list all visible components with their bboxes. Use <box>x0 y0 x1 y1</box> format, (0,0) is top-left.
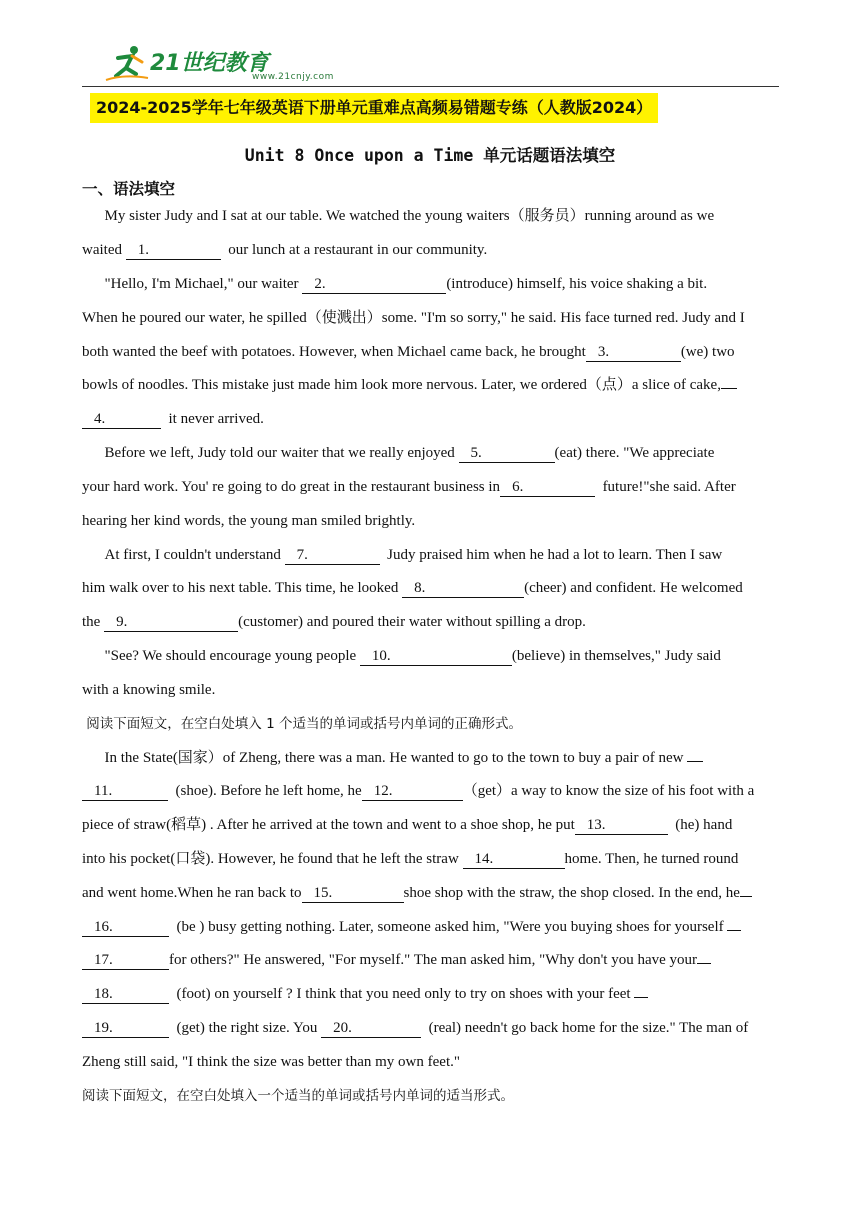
text-run: (be ) busy getting nothing. Later, someone asked him, "Were you buying shoes for yourself <box>169 919 728 935</box>
text-line <box>82 375 779 395</box>
text-run: In the State(国家）of Zheng, there was a man. He wanted to go to the town to buy a pair of new <box>82 750 688 766</box>
text-line <box>82 308 779 328</box>
text-run: (believe) in themselves," Judy said <box>511 648 721 664</box>
answer-blank[interactable]: 20. <box>321 1020 421 1038</box>
text-line <box>82 206 779 226</box>
answer-blank[interactable] <box>634 997 648 998</box>
text-line <box>82 950 779 970</box>
text-line <box>82 545 779 565</box>
logo <box>104 44 334 84</box>
text-run: (we) two <box>680 344 735 360</box>
text-run: (he) hand <box>667 817 733 833</box>
text-line <box>82 342 779 362</box>
section-title: 一、语法填空 <box>82 180 176 198</box>
text-run: with a knowing smile. <box>82 682 216 698</box>
text-run: it never arrived. <box>161 411 264 427</box>
answer-blank[interactable]: 7. <box>285 547 380 565</box>
text-run: At first, I couldn't understand <box>82 547 285 563</box>
text-run: bowls of noodles. This mistake just made him look more nervous. Later, we ordered（点）a slice of cake, <box>82 377 721 393</box>
logo-url: www.21cnjy.com <box>252 72 334 82</box>
answer-blank[interactable]: 5. <box>459 445 555 463</box>
text-run: "Hello, I'm Michael," our waiter <box>82 276 303 292</box>
answer-blank[interactable]: 3. <box>586 344 681 362</box>
text-run: Judy praised him when he had a lot to learn. Then I saw <box>379 547 723 563</box>
text-line <box>82 443 779 463</box>
text-run: (cheer) and confident. He welcomed <box>524 580 743 596</box>
text-run: (foot) on yourself ? I think that you need only to try on shoes with your feet <box>169 986 635 1002</box>
text-run: hearing her kind words, the young man smiled brightly. <box>82 513 416 529</box>
answer-blank[interactable] <box>740 896 752 897</box>
text-run: shoe shop with the straw, the shop closed. In the end, he <box>403 885 740 901</box>
text-run: When he poured our water, he spilled（使溅出）some. "I'm so sorry," he said. His face turned red. Judy and I <box>82 310 745 326</box>
answer-blank[interactable] <box>687 761 703 762</box>
text-line <box>82 815 779 835</box>
answer-blank[interactable] <box>697 963 711 964</box>
text-run: "See? We should encourage young people <box>82 648 360 664</box>
text-run: the <box>82 614 105 630</box>
text-run: both wanted the beef with potatoes. However, when Michael came back, he brought <box>82 344 586 360</box>
answer-blank[interactable]: 13. <box>575 817 668 835</box>
runner-icon <box>104 44 152 84</box>
text-line <box>82 240 779 260</box>
answer-blank[interactable] <box>721 388 737 389</box>
text-line <box>82 511 779 531</box>
text-run: your hard work. You' re going to do great in the restaurant business in <box>82 479 501 495</box>
answer-blank[interactable]: 9. <box>104 614 238 632</box>
answer-blank[interactable]: 14. <box>463 851 565 869</box>
text-line <box>82 1052 779 1072</box>
text-line <box>82 917 779 937</box>
text-line <box>82 781 779 801</box>
text-line <box>82 849 779 869</box>
text-line <box>82 409 779 429</box>
text-line <box>82 680 779 700</box>
text-run: 阅读下面短文，在空白处填入一个适当的单词或括号内单词的适当形式。 <box>82 1088 514 1104</box>
text-run: piece of straw(稻草) . After he arrived at the town and went to a shoe shop, he put <box>82 817 575 833</box>
text-run: into his pocket(口袋). However, he found that he left the straw <box>82 851 463 867</box>
answer-blank[interactable]: 17. <box>82 952 169 970</box>
text-run: future!"she said. After <box>595 479 736 495</box>
text-run: Before we left, Judy told our waiter that we really enjoyed <box>82 445 459 461</box>
text-run: My sister Judy and I sat at our table. We watched the young waiters（服务员）running around as we <box>82 208 715 224</box>
text-run: (get) the right size. You <box>169 1020 322 1036</box>
unit-title: Unit 8 Once upon a Time 单元话题语法填空 <box>244 146 616 165</box>
text-run: home. Then, he turned round <box>564 851 739 867</box>
answer-blank[interactable]: 8. <box>402 580 524 598</box>
text-run: (real) needn't go back home for the size." The man of <box>421 1020 749 1036</box>
banner-title: 2024-2025学年七年级英语下册单元重难点高频易错题专练（人教版2024） <box>90 93 658 123</box>
text-run: our lunch at a restaurant in our community. <box>220 242 488 258</box>
text-line <box>82 578 779 598</box>
text-run: 阅读下面短文，在空白处填入 1 个适当的单词或括号内单词的正确形式。 <box>82 716 522 732</box>
text-run: (introduce) himself, his voice shaking a bit. <box>446 276 708 292</box>
answer-blank[interactable]: 2. <box>302 276 446 294</box>
answer-blank[interactable]: 18. <box>82 986 169 1004</box>
text-line <box>82 612 779 632</box>
text-line <box>82 984 779 1004</box>
text-run: (customer) and poured their water without spilling a drop. <box>238 614 586 630</box>
answer-blank[interactable]: 15. <box>302 885 404 903</box>
text-line <box>82 1086 779 1106</box>
text-line <box>82 748 779 768</box>
text-line <box>82 883 779 903</box>
text-run: (shoe). Before he left home, he <box>168 783 362 799</box>
text-line <box>82 274 779 294</box>
answer-blank[interactable]: 12. <box>362 783 463 801</box>
answer-blank[interactable]: 11. <box>82 783 168 801</box>
answer-blank[interactable]: 4. <box>82 411 161 429</box>
text-line <box>82 1018 779 1038</box>
answer-blank[interactable]: 19. <box>82 1020 169 1038</box>
answer-blank[interactable]: 16. <box>82 919 169 937</box>
text-run: Zheng still said, "I think the size was better than my own feet." <box>82 1054 460 1070</box>
answer-blank[interactable] <box>727 930 741 931</box>
answer-blank[interactable]: 1. <box>126 242 221 260</box>
text-run: him walk over to his next table. This time, he looked <box>82 580 403 596</box>
text-line <box>82 714 779 734</box>
text-line <box>82 646 779 666</box>
header-divider <box>82 86 779 87</box>
text-run: （get）a way to know the size of his foot with a <box>462 783 755 799</box>
text-run: waited <box>82 242 126 258</box>
answer-blank[interactable]: 6. <box>500 479 595 497</box>
text-line <box>82 477 779 497</box>
answer-blank[interactable]: 10. <box>360 648 512 666</box>
text-run: and went home.When he ran back to <box>82 885 302 901</box>
logo-brand: 21世纪教育 <box>150 51 269 76</box>
text-run: for others?" He answered, "For myself." The man asked him, "Why don't you have your <box>169 952 698 968</box>
text-run: (eat) there. "We appreciate <box>554 445 715 461</box>
